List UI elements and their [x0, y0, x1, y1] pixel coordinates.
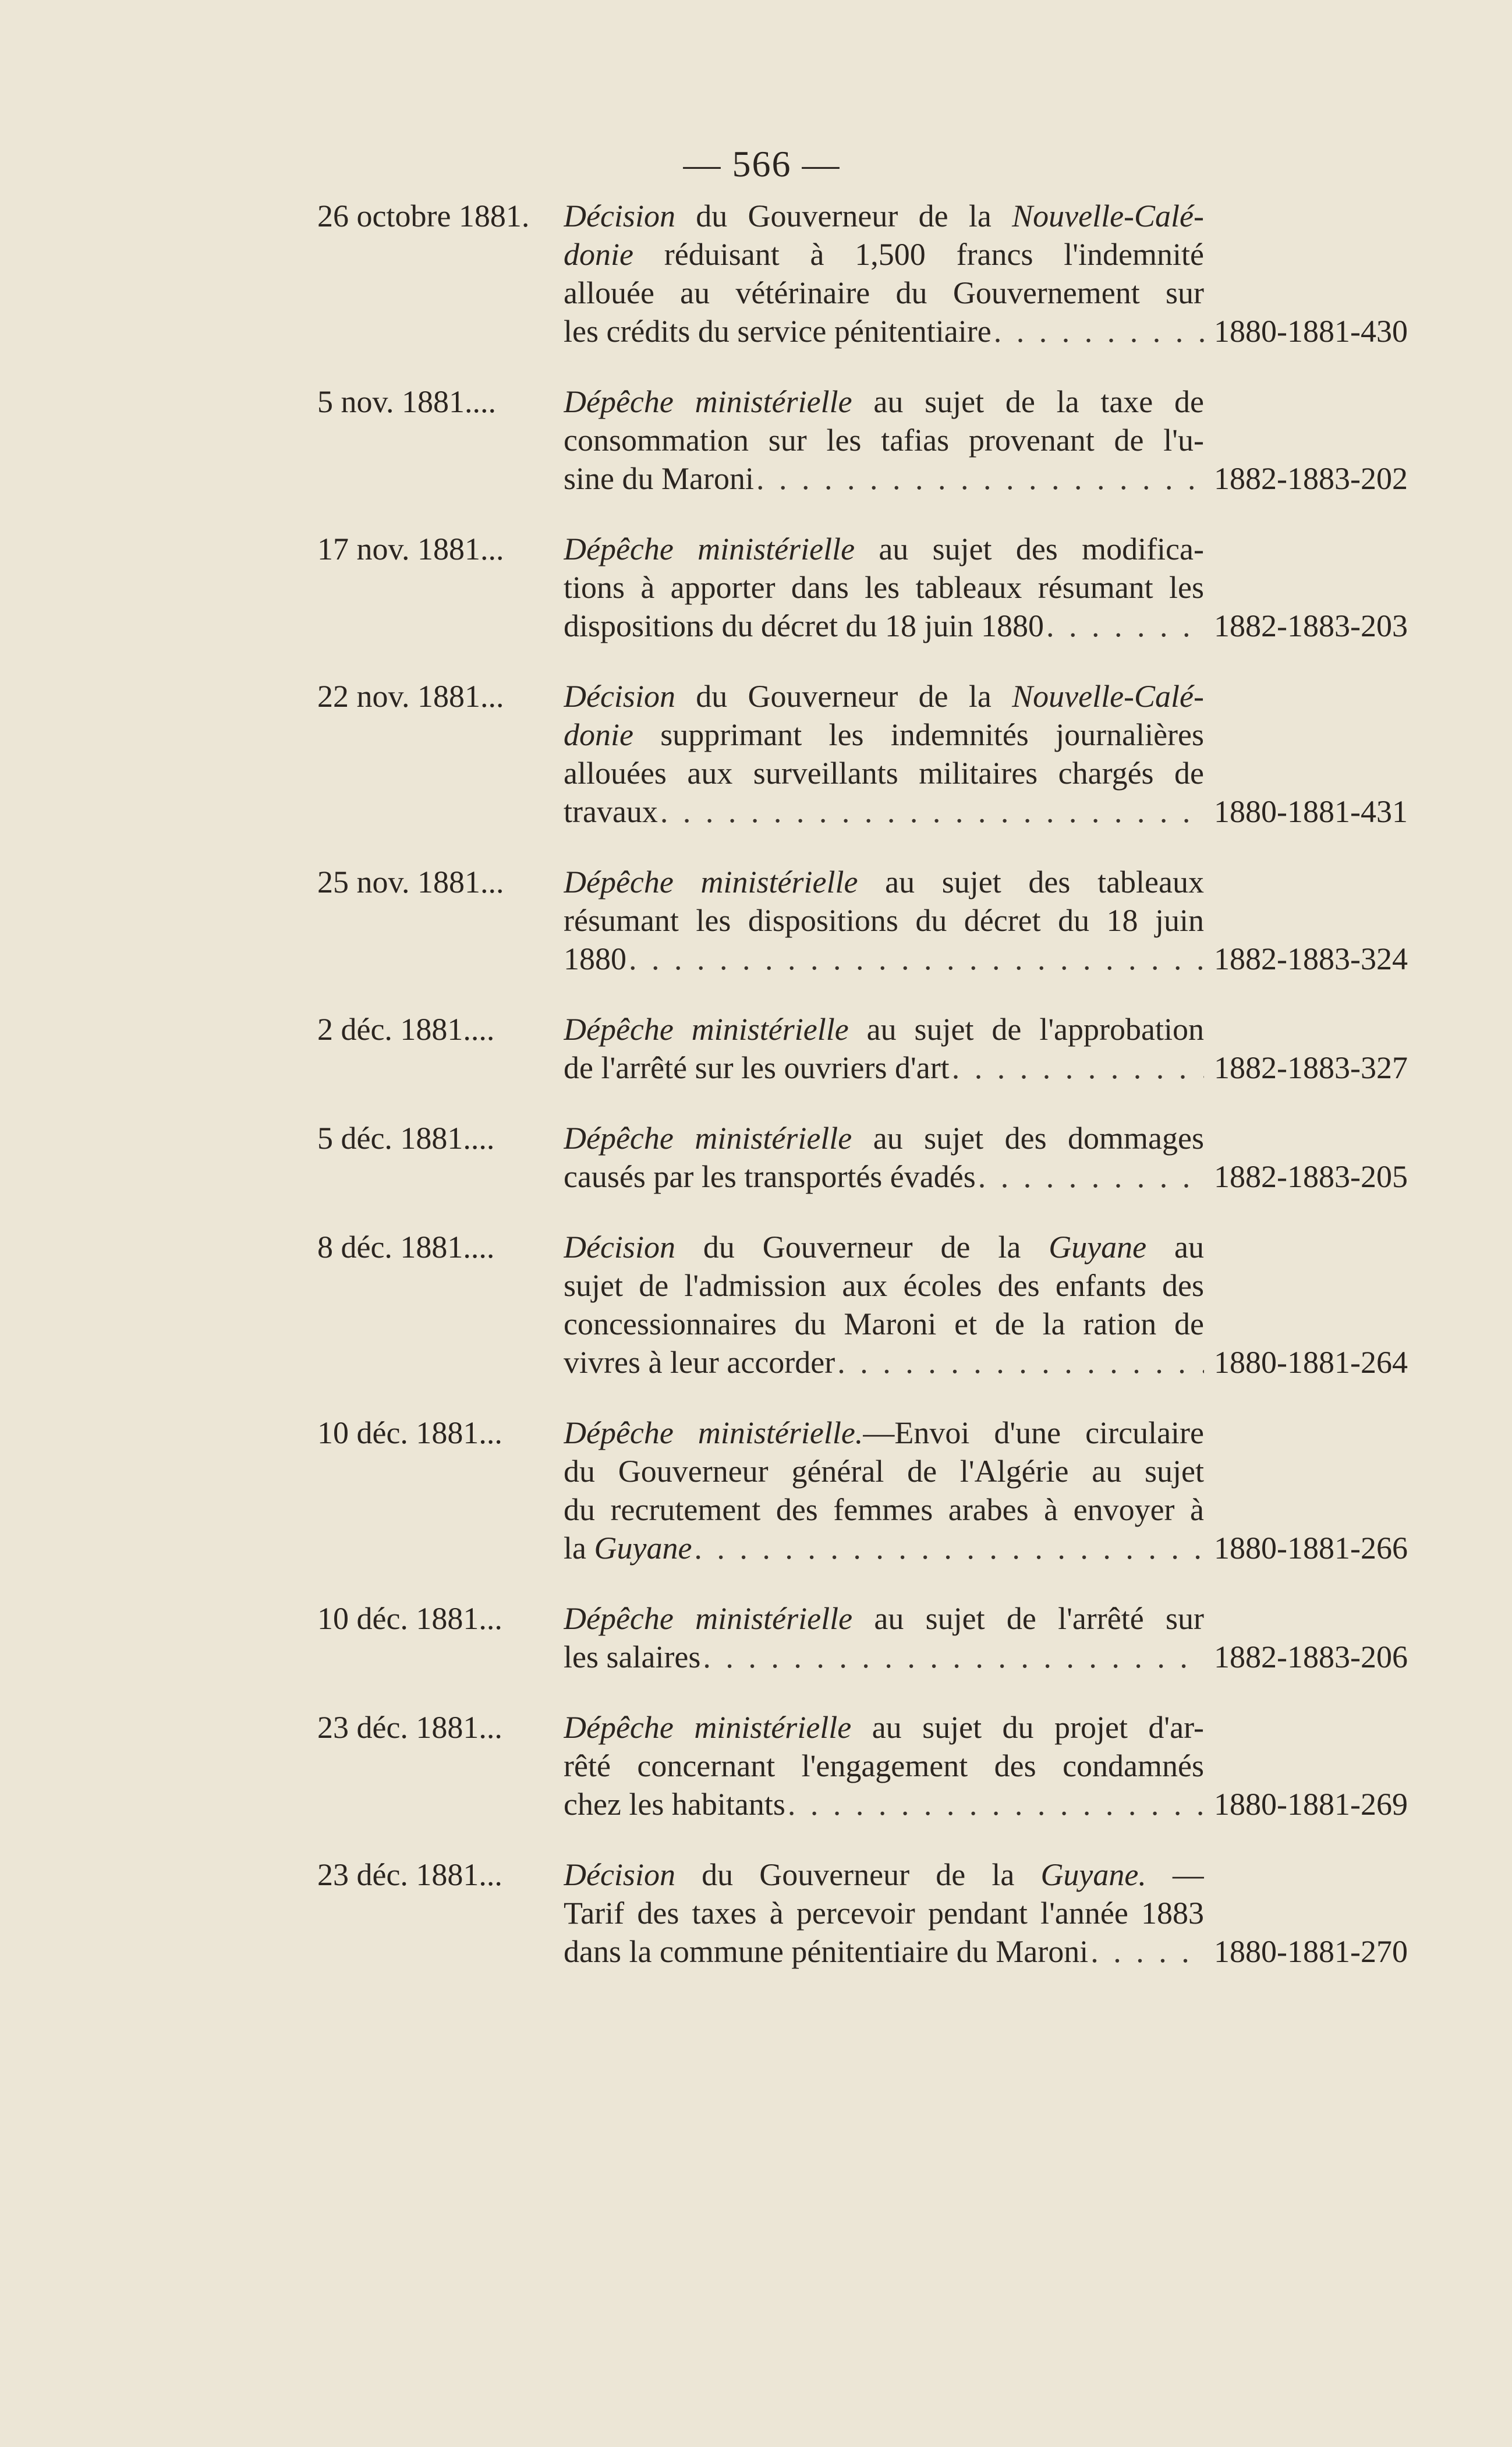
dot-leader — [978, 1157, 1204, 1196]
italic-text: donie — [564, 717, 633, 752]
entry-reference: 1880-1881-269 — [1214, 1787, 1408, 1822]
italic-text: Guyane — [1049, 1230, 1147, 1265]
entry-line — [564, 1638, 1204, 1676]
italic-text: Nouvelle-Calé- — [1012, 199, 1204, 233]
entry-date: 10 déc. 1881... — [317, 1415, 502, 1450]
text-segment: au sujet des tableaux — [858, 865, 1204, 900]
entry-line — [564, 383, 1204, 421]
entry-line — [564, 754, 1204, 792]
italic-text: Décision — [564, 1230, 675, 1265]
text-segment: — — [1146, 1857, 1204, 1892]
text-segment: au sujet de l'approbation — [848, 1012, 1204, 1047]
entry-line — [564, 1452, 1204, 1490]
entry-description — [564, 863, 1204, 978]
entry-description — [564, 1010, 1204, 1087]
dot-leader — [1090, 1932, 1204, 1971]
entry-line — [564, 1894, 1204, 1932]
text-segment: du Gouverneur général de l'Algérie au sujet — [564, 1454, 1204, 1489]
text-segment: du Gouverneur de la — [675, 679, 1012, 714]
text-segment: dispositions du décret du 18 juin 1880 — [564, 608, 1044, 643]
italic-text: Dépêche ministérielle — [564, 1710, 852, 1745]
entry-line — [564, 568, 1204, 607]
italic-text: Dépêche ministérielle — [564, 384, 852, 419]
entry-line — [564, 235, 1204, 274]
entry-reference: 1880-1881-430 — [1214, 314, 1408, 349]
entry-date: 23 déc. 1881... — [317, 1710, 502, 1745]
entry-description — [564, 1855, 1204, 1971]
entry-description — [564, 383, 1204, 498]
entry-reference: 1880-1881-264 — [1214, 1345, 1408, 1380]
text-segment: vivres à leur accorder — [564, 1345, 835, 1380]
dot-leader — [788, 1785, 1204, 1823]
entry-line — [564, 1119, 1204, 1157]
entry-line — [564, 901, 1204, 940]
italic-text: Décision — [564, 679, 675, 714]
entry-line — [564, 1785, 1204, 1823]
text-segment: chez les habitants — [564, 1787, 785, 1822]
entry-description — [564, 1228, 1204, 1382]
entry-line — [564, 312, 1204, 350]
entry-line — [564, 459, 1204, 498]
dot-leader — [837, 1343, 1204, 1382]
entry-reference: 1880-1881-270 — [1214, 1934, 1408, 1969]
dot-leader — [694, 1529, 1204, 1567]
entry-date: 8 déc. 1881.... — [317, 1230, 495, 1265]
entry-description — [564, 197, 1204, 350]
entry-reference: 1882-1883-206 — [1214, 1639, 1408, 1674]
text-segment: —Envoi d'une circulaire — [863, 1415, 1204, 1450]
dot-leader — [994, 312, 1204, 350]
entry-line — [564, 1266, 1204, 1305]
entry-line — [564, 1228, 1204, 1266]
entry-line — [564, 863, 1204, 901]
text-segment: au sujet des modifica- — [855, 532, 1204, 566]
text-segment: dans la commune pénitentiaire du Maroni — [564, 1934, 1089, 1969]
text-segment: résumant les dispositions du décret du 18 juin — [564, 903, 1204, 938]
entry-line — [564, 716, 1204, 754]
italic-text: Dépêche ministérielle — [564, 1012, 849, 1047]
text-segment: sujet de l'admission aux écoles des enfants des — [564, 1268, 1204, 1303]
entry-line — [564, 1529, 1204, 1567]
italic-text: Dépêche ministérielle — [564, 532, 855, 566]
entry-date: 26 octobre 1881. — [317, 199, 530, 233]
italic-text: Dépêche ministérielle — [564, 1601, 853, 1636]
text-segment: causés par les transportés évadés — [564, 1159, 976, 1194]
text-segment: rêté concernant l'engagement des condamnés — [564, 1748, 1204, 1783]
text-segment: du Gouverneur de la — [675, 199, 1012, 233]
italic-text: Décision — [564, 1857, 675, 1892]
entry-date: 10 déc. 1881... — [317, 1601, 502, 1636]
text-segment: les salaires — [564, 1639, 701, 1674]
italic-text: Décision — [564, 199, 675, 233]
entry-date: 23 déc. 1881... — [317, 1857, 502, 1892]
entry-line — [564, 792, 1204, 831]
entry-line — [564, 1049, 1204, 1087]
entry-description — [564, 1708, 1204, 1823]
text-segment: du Gouverneur de la — [675, 1230, 1049, 1265]
entry-description — [564, 530, 1204, 645]
entry-line — [564, 1855, 1204, 1894]
text-segment: du recrutement des femmes arabes à envoyer à — [564, 1492, 1204, 1527]
dot-leader — [756, 459, 1204, 498]
entry-description — [564, 1599, 1204, 1676]
text-segment: au sujet de l'arrêté sur — [852, 1601, 1204, 1636]
entry-reference: 1882-1883-202 — [1214, 461, 1408, 496]
entry-description — [564, 1119, 1204, 1196]
entry-line — [564, 1414, 1204, 1452]
italic-text: Nouvelle-Calé- — [1012, 679, 1204, 714]
entry-date: 2 déc. 1881.... — [317, 1012, 495, 1047]
entry-line — [564, 607, 1204, 645]
text-segment: du Gouverneur de la — [675, 1857, 1041, 1892]
italic-text: Dépêche ministérielle. — [564, 1415, 863, 1450]
page-number: — 566 — — [683, 143, 841, 185]
entry-date: 22 nov. 1881... — [317, 679, 504, 714]
entry-line — [564, 197, 1204, 235]
entry-date: 17 nov. 1881... — [317, 532, 504, 566]
entry-reference: 1882-1883-324 — [1214, 941, 1408, 976]
entry-line — [564, 530, 1204, 568]
italic-text: donie — [564, 237, 633, 272]
entry-line — [564, 1157, 1204, 1196]
entry-line — [564, 1599, 1204, 1638]
text-segment: Tarif des taxes à percevoir pendant l'année 1883 — [564, 1896, 1204, 1931]
text-segment: supprimant les indemnités journalières — [633, 717, 1204, 752]
dot-leader — [1046, 607, 1204, 645]
entry-line — [564, 940, 1204, 978]
text-segment: la — [564, 1531, 594, 1566]
dot-leader — [703, 1638, 1204, 1676]
entry-line — [564, 1010, 1204, 1049]
entry-reference: 1882-1883-203 — [1214, 608, 1408, 643]
text-segment: travaux — [564, 794, 658, 829]
italic-text: Dépêche ministérielle — [564, 1121, 852, 1156]
text-segment: au sujet du projet d'ar- — [851, 1710, 1204, 1745]
text-segment: de l'arrêté sur les ouvriers d'art — [564, 1050, 950, 1085]
entry-line — [564, 1708, 1204, 1747]
text-segment: sine du Maroni — [564, 461, 754, 496]
entry-description — [564, 677, 1204, 831]
text-segment: au — [1146, 1230, 1204, 1265]
text-segment: tions à apporter dans les tableaux résumant les — [564, 570, 1204, 605]
text-segment: concessionnaires du Maroni et de la ration de — [564, 1306, 1204, 1341]
italic-text: Guyane. — [1040, 1857, 1146, 1892]
entry-reference: 1882-1883-205 — [1214, 1159, 1408, 1194]
dot-leader — [629, 940, 1204, 978]
entry-line — [564, 1932, 1204, 1971]
entry-line — [564, 1343, 1204, 1382]
text-segment: au sujet des dommages — [852, 1121, 1204, 1156]
italic-text: Dépêche ministérielle — [564, 865, 858, 900]
text-segment: réduisant à 1,500 francs l'indemnité — [633, 237, 1204, 272]
italic-text: Guyane — [594, 1531, 692, 1566]
entry-line — [564, 1305, 1204, 1343]
entry-line — [564, 274, 1204, 312]
entry-date: 5 déc. 1881.... — [317, 1121, 495, 1156]
dot-leader — [660, 792, 1204, 831]
text-segment: allouée au vétérinaire du Gouvernement sur — [564, 275, 1204, 310]
entry-date: 5 nov. 1881.... — [317, 384, 496, 419]
entry-line — [564, 421, 1204, 459]
text-segment: les crédits du service pénitentiaire — [564, 314, 992, 349]
entry-reference: 1880-1881-431 — [1214, 794, 1408, 829]
entry-line — [564, 1490, 1204, 1529]
dot-leader — [952, 1049, 1204, 1087]
text-segment: allouées aux surveillants militaires chargés de — [564, 756, 1204, 791]
entry-reference: 1880-1881-266 — [1214, 1531, 1408, 1566]
entry-reference: 1882-1883-327 — [1214, 1050, 1408, 1085]
text-segment: consommation sur les tafias provenant de l'u- — [564, 423, 1204, 458]
entry-date: 25 nov. 1881... — [317, 865, 504, 900]
text-segment: au sujet de la taxe de — [852, 384, 1204, 419]
entry-description — [564, 1414, 1204, 1567]
text-segment: 1880 — [564, 941, 626, 976]
entry-line — [564, 1747, 1204, 1785]
entry-line — [564, 677, 1204, 716]
